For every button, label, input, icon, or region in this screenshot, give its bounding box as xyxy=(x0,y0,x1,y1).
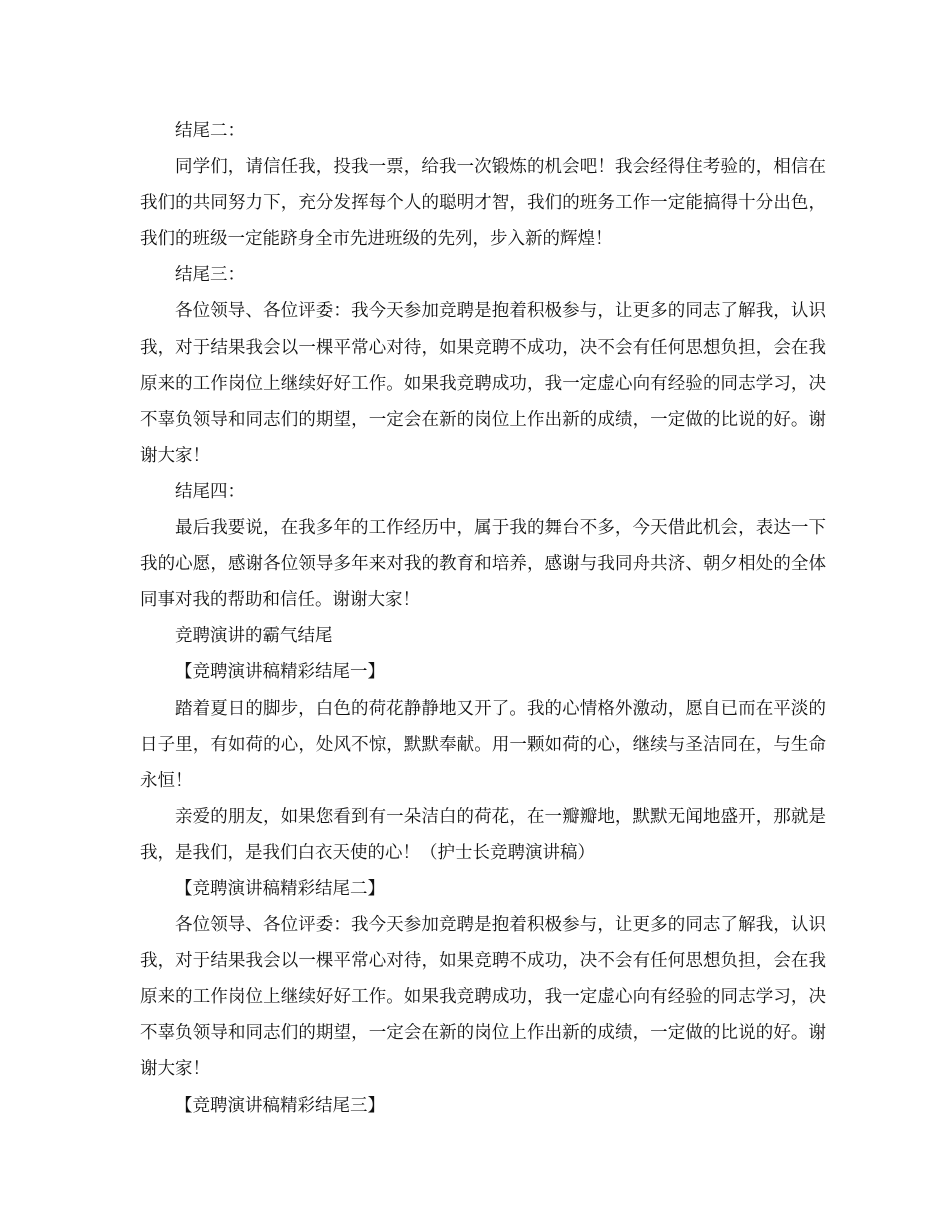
paragraph-lotus-body: 踏着夏日的脚步，白色的荷花静静地又开了。我的心情格外激动，愿自已而在平淡的日子里，有如荷的心，处风不惊，默默奉献。用一颗如荷的心，继续与圣洁同在，与生命永恒！ xyxy=(140,698,826,791)
paragraph-ending-two-body: 各位领导、各位评委：我今天参加竞聘是抱着积极参与，让更多的同志了解我，认识我，对于结果我会以一棵平常心对待，如果竞聘不成功，决不会有任何思想负担，会在我原来的工作岗位上继续好好工作。如果我竞聘成功，我一定虚心向有经验的同志学习，决不辜负领导和同志们的期望，一定会在新的岗位上作出新的成绩，一定做的比说的好。谢谢大家！ xyxy=(140,915,826,1080)
section-heading-ending-4: 结尾四： xyxy=(175,481,245,502)
subheading-ending-three: 【竞聘演讲稿精彩结尾三】 xyxy=(175,1095,385,1116)
subheading-ending-two: 【竞聘演讲稿精彩结尾二】 xyxy=(175,878,385,899)
subheading-ending-one: 【竞聘演讲稿精彩结尾一】 xyxy=(175,662,385,683)
document-page xyxy=(140,113,826,1124)
paragraph-ending-3-body: 各位领导、各位评委：我今天参加竞聘是抱着积极参与，让更多的同志了解我，认识我，对于结果我会以一棵平常心对待，如果竞聘不成功，决不会有任何思想负担，会在我原来的工作岗位上继续好好工作。如果我竞聘成功，我一定虚心向有经验的同志学习，决不辜负领导和同志们的期望，一定会在新的岗位上作出新的成绩，一定做的比说的好。谢谢大家！ xyxy=(140,301,826,466)
paragraph-ending-2-body: 同学们，请信任我，投我一票，给我一次锻炼的机会吧！我会经得住考验的，相信在我们的共同努力下，充分发挥每个人的聪明才智，我们的班务工作一定能搞得十分出色，我们的班级一定能跻身全市先进班级的先列，步入新的辉煌！ xyxy=(140,157,826,250)
section-title-powerful-endings: 竞聘演讲的霸气结尾 xyxy=(175,626,333,647)
paragraph-ending-4-body: 最后我要说，在我多年的工作经历中，属于我的舞台不多，今天借此机会，表达一下我的心愿，感谢各位领导多年来对我的教育和培养，感谢与我同舟共济、朝夕相处的全体同事对我的帮助和信任。谢谢大家！ xyxy=(140,518,826,611)
section-heading-ending-3: 结尾三： xyxy=(175,265,245,286)
section-heading-ending-2: 结尾二： xyxy=(175,121,245,141)
paragraph-dear-friends: 亲爱的朋友，如果您看到有一朵洁白的荷花，在一瓣瓣地，默默无闻地盛开，那就是我，是我们，是我们白衣天使的心！（护士长竞聘演讲稿） xyxy=(140,806,826,863)
